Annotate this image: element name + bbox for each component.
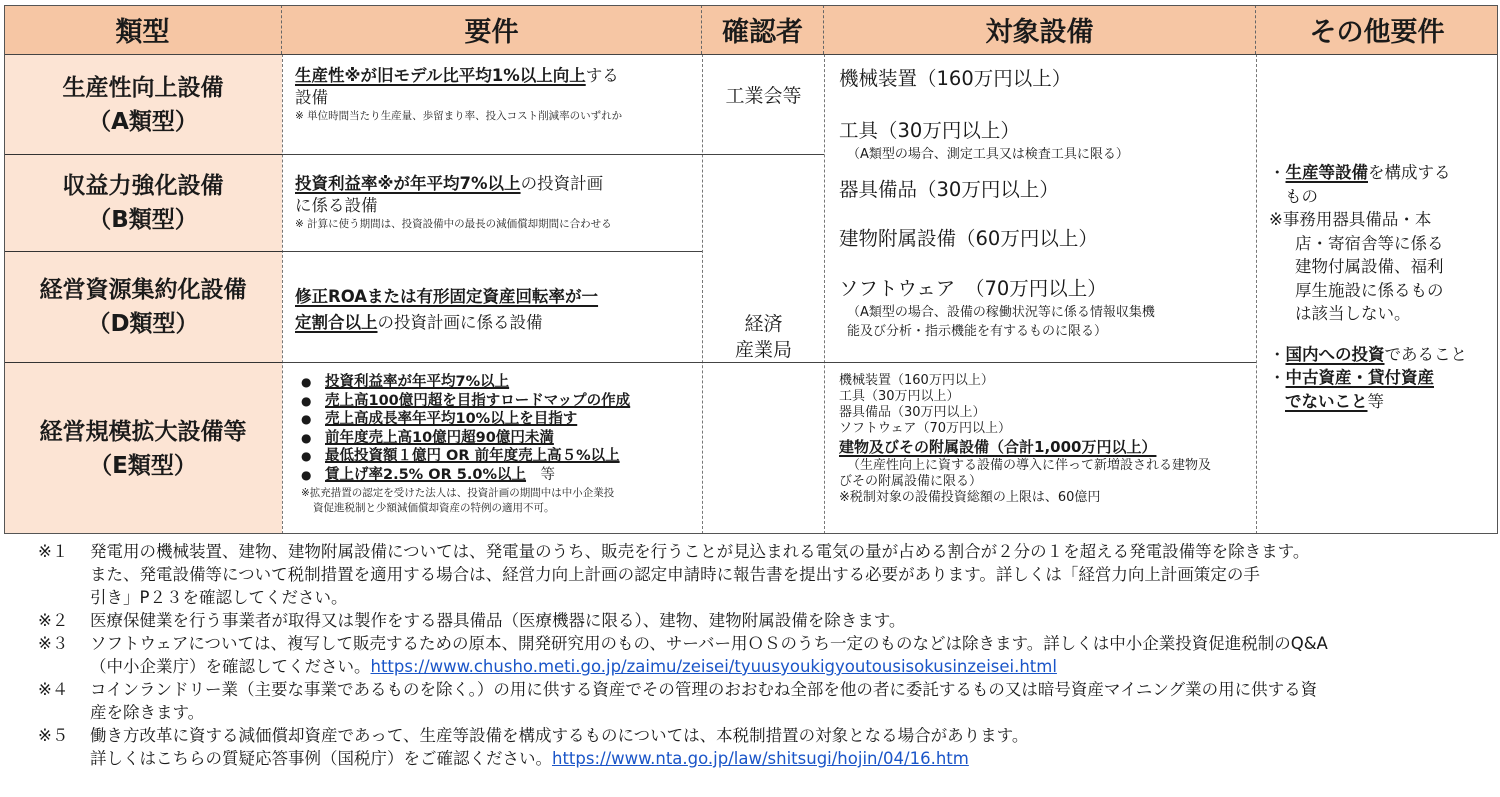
type-e-code: （E類型）	[89, 452, 197, 479]
eq-e-building: 建物及びその附属設備（合計1,000万円以上）	[839, 438, 1157, 456]
req-b-rest1: の投資計画	[520, 174, 604, 193]
eq-software-note2: 能及び分析・指示機能を有するものに限る）	[847, 324, 1108, 339]
other-p1-line2: もの	[1285, 186, 1318, 206]
other-p4-rest: 等	[1367, 391, 1384, 411]
eq-fixture: 器具備品（30万円以上）	[839, 178, 1059, 201]
req-b-note: ※ 計算に使う期間は、投資設備中の最長の減価償却期間に合わせる	[295, 218, 612, 230]
eq-e-note3: ※税制対象の設備投資総額の上限は、60億円	[839, 490, 1101, 505]
footnote-line: ソフトウェアについては、複写して販売するための原本、開発研究用のもの、サーバー用ＯＳのうち一定のものなどは除きます。詳しくは中小企業投資促進税制のQ&A	[90, 634, 1328, 653]
other-bullet-mark: ・	[1269, 163, 1286, 182]
req-a-rest2: 設備	[295, 88, 328, 107]
eq-machine: 機械装置（160万円以上）	[839, 67, 1072, 90]
req-b-rest2: に係る設備	[295, 196, 378, 215]
req-e-bullet: ● 売上高100億円超を目指すロードマップの作成	[325, 392, 694, 411]
footnote-number: ※５	[38, 726, 69, 745]
footnote-line: コインランドリー業（主要な事業であるものを除く。）の用に供する資産でその管理のおおむね全部を他の者に委託するもの又は暗号資産マイニング業の用に供する資	[90, 680, 1318, 699]
table-border	[4, 5, 1498, 534]
tax-incentive-table	[4, 5, 1498, 534]
eq-e-note1: （生産性向上に資する設備の導入に伴って新増設される建物及	[847, 458, 1212, 473]
req-d-bold2: 定割合以上	[295, 313, 378, 332]
type-a-name: 生産性向上設備	[62, 74, 224, 101]
footnote-line: （中小企業庁）を確認してください。	[90, 657, 371, 676]
footnote-number: ※３	[38, 634, 69, 653]
header-other: その他要件	[1256, 5, 1498, 54]
req-d-rest: の投資計画に係る設備	[377, 313, 543, 332]
footnote-number: ※２	[38, 611, 69, 630]
other-bullet-mark: ・	[1269, 368, 1286, 387]
type-d-code: （D類型）	[87, 311, 199, 337]
req-e-bullet: ● 最低投資額１億円 OR 前年度売上高５%以上	[325, 447, 694, 466]
footnote-line: 医療保健業を行う事業者が取得又は製作をする器具備品（医療機器に限る）、建物、建物附属設備を除きます。	[90, 611, 906, 630]
footnote-line: 引き」P２３を確認してください。	[90, 588, 348, 607]
eq-tool-note: （A類型の場合、測定工具又は検査工具に限る）	[847, 147, 1129, 162]
eq-e-line: 工具（30万円以上）	[839, 389, 960, 404]
req-b-bold: 投資利益率※が年平均7%以上	[295, 174, 521, 193]
req-a-bold: 生産性※が旧モデル比平均1%以上向上	[295, 66, 586, 85]
footnote-3	[38, 632, 1498, 678]
confirmer-a: 工業会等	[725, 84, 802, 107]
req-d-bold1: 修正ROAまたは有形固定資産回転率が一	[295, 287, 599, 306]
other-p3-bold: 国内への投資	[1285, 344, 1385, 364]
other-p4-bold2: でないこと	[1285, 391, 1368, 411]
req-e-bullet-suffix: 等	[526, 466, 556, 483]
footnote-line: 詳しくはこちらの質疑応答事例（国税庁）をご確認ください。	[90, 749, 552, 768]
other-p2-line1: ※事務用器具備品・本	[1269, 210, 1432, 229]
req-e-bullet: ● 賃上げ率2.5% OR 5.0%以上 等	[325, 466, 694, 485]
eq-software: ソフトウェア （70万円以上）	[839, 277, 1107, 300]
confirmer-bde-line2: 産業局	[734, 339, 792, 361]
footnote-number: ※１	[38, 542, 69, 561]
other-p1-rest: を構成する	[1368, 163, 1451, 182]
eq-e-line: 機械装置（160万円以上）	[839, 373, 994, 388]
other-bullet-mark: ・	[1269, 344, 1286, 364]
header-confirmer: 確認者	[702, 5, 824, 54]
header-equipment: 対象設備	[824, 5, 1256, 54]
footnote-line: 働き方改革に資する減価償却資産であって、生産等設備を構成するものについては、本税制措置の対象となる場合があります。	[90, 726, 1029, 745]
footnote-2	[38, 609, 1498, 632]
other-p1-bold: 生産等設備	[1285, 163, 1368, 182]
other-p4-bold1: 中古資産・貸付資産	[1285, 368, 1434, 387]
req-a-rest1: する	[585, 66, 619, 85]
confirmer-bde-line1: 経済	[744, 313, 783, 335]
type-b-name: 収益力強化設備	[62, 173, 224, 199]
eq-e-line: ソフトウェア（70万円以上）	[839, 421, 1012, 436]
eq-e-line: 器具備品（30万円以上）	[839, 405, 986, 420]
type-b-code: （B類型）	[88, 207, 198, 233]
req-e-bullet: ● 売上高成長率年平均10%以上を目指す	[325, 410, 694, 429]
footnote-1	[38, 540, 1498, 609]
other-p2-line2: 店・寄宿舎等に係る	[1295, 233, 1444, 253]
footnote-line: 発電用の機械装置、建物、建物附属設備については、発電量のうち、販売を行うことが見込まれる電気の量が占める割合が２分の１を超える発電設備等を除きます。	[90, 542, 1310, 561]
other-p2-line4: 厚生施設に係るもの	[1295, 280, 1444, 300]
footnote-5	[38, 724, 1498, 770]
other-p2-line5: は該当しない。	[1295, 304, 1411, 323]
other-p2-line3: 建物付属設備、福利	[1295, 257, 1444, 276]
req-e-note2: 資促進税制と少額減価償却資産の特例の適用不可。	[313, 501, 555, 514]
req-e-bullet: ● 投資利益率が年平均7%以上	[325, 373, 694, 392]
nta-qa-link[interactable]: https://www.nta.go.jp/law/shitsugi/hojin/04/16.htm	[552, 749, 969, 768]
footnote-4	[38, 678, 1498, 724]
footnotes	[38, 540, 1498, 770]
other-p3-rest: であること	[1384, 344, 1467, 364]
chusho-faq-link[interactable]: https://www.chusho.meti.go.jp/zaimu/zeisei/tyuusyoukigyoutousisokusinzeisei.html	[370, 657, 1057, 676]
eq-software-note1: （A類型の場合、設備の稼働状況等に係る情報収集機	[847, 305, 1155, 320]
req-e-note1: ※拡充措置の認定を受けた法人は、投資計画の期間中は中小企業投	[301, 486, 615, 499]
req-a-note: ※ 単位時間当たり生産量、歩留まり率、投入コスト削減率のいずれか	[295, 110, 623, 122]
eq-e-note2: びその附属設備に限る）	[839, 474, 983, 489]
footnote-line: また、発電設備等について税制措置を適用する場合は、経営力向上計画の認定申請時に報告書を提出する必要があります。詳しくは「経営力向上計画策定の手	[90, 565, 1260, 584]
footnote-number: ※４	[38, 680, 69, 699]
footnote-line: 産を除きます。	[90, 703, 205, 722]
type-a-code: （A類型）	[88, 108, 198, 135]
eq-building: 建物附属設備（60万円以上）	[839, 227, 1098, 250]
header-type: 類型	[4, 5, 282, 54]
type-d-name: 経営資源集約化設備	[39, 277, 247, 303]
req-e-bullet: ● 前年度売上高10億円超90億円未満	[325, 429, 694, 448]
eq-tool: 工具（30万円以上）	[839, 119, 1020, 142]
header-requirement: 要件	[282, 5, 702, 54]
type-e-name: 経営規模拡大設備等	[39, 418, 247, 445]
